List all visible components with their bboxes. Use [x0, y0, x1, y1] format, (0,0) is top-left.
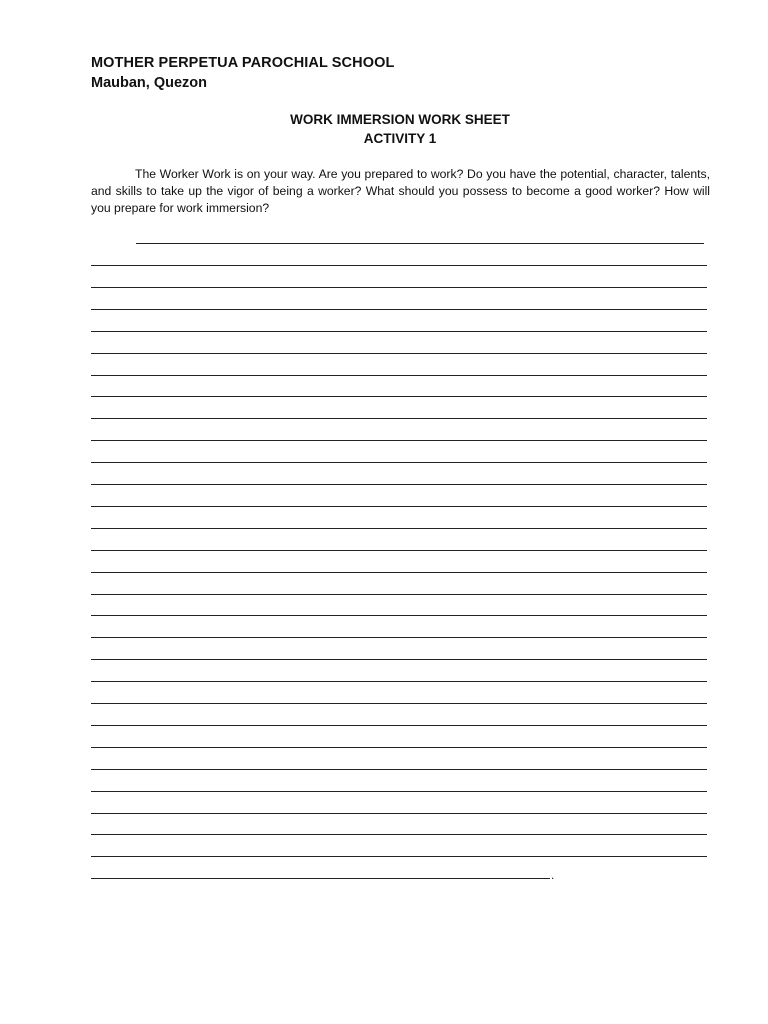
answer-line[interactable]: [91, 287, 707, 288]
answer-line[interactable]: [91, 309, 707, 310]
answer-line[interactable]: [91, 440, 707, 441]
school-name: MOTHER PERPETUA PAROCHIAL SCHOOL: [91, 55, 395, 71]
answer-line[interactable]: [91, 791, 707, 792]
answer-line[interactable]: [91, 769, 707, 770]
answer-line[interactable]: [91, 396, 707, 397]
answer-end-mark: .: [551, 868, 555, 882]
answer-line[interactable]: [91, 703, 707, 704]
answer-line[interactable]: [91, 462, 707, 463]
activity-prompt: The Worker Work is on your way. Are you prepared to work? Do you have the potential, character, talents, and skills to take up the vigor of being a worker? What should you possess to become a good worker? How will you prepare for work immersion?: [91, 167, 710, 215]
activity-title: ACTIVITY 1: [363, 131, 437, 146]
answer-line[interactable]: [91, 506, 707, 507]
answer-line[interactable]: [91, 484, 707, 485]
school-location: Mauban, Quezon: [91, 75, 207, 91]
answer-line[interactable]: [91, 594, 707, 595]
answer-line[interactable]: [91, 681, 707, 682]
answer-line[interactable]: [91, 813, 707, 814]
answer-line[interactable]: [91, 528, 707, 529]
answer-line[interactable]: [91, 878, 550, 879]
answer-line[interactable]: [136, 243, 704, 244]
answer-line[interactable]: [91, 265, 707, 266]
answer-line[interactable]: [91, 659, 707, 660]
answer-line[interactable]: [91, 725, 707, 726]
answer-line[interactable]: [91, 747, 707, 748]
answer-line[interactable]: [91, 353, 707, 354]
answer-line[interactable]: [91, 572, 707, 573]
answer-line[interactable]: [91, 418, 707, 419]
answer-line[interactable]: [91, 615, 707, 616]
worksheet-title: WORK IMMERSION WORK SHEET: [290, 112, 510, 127]
answer-line[interactable]: [91, 637, 707, 638]
answer-line[interactable]: [91, 331, 707, 332]
answer-line[interactable]: [91, 834, 707, 835]
answer-line[interactable]: [91, 375, 707, 376]
answer-line[interactable]: [91, 550, 707, 551]
answer-line[interactable]: [91, 856, 707, 857]
